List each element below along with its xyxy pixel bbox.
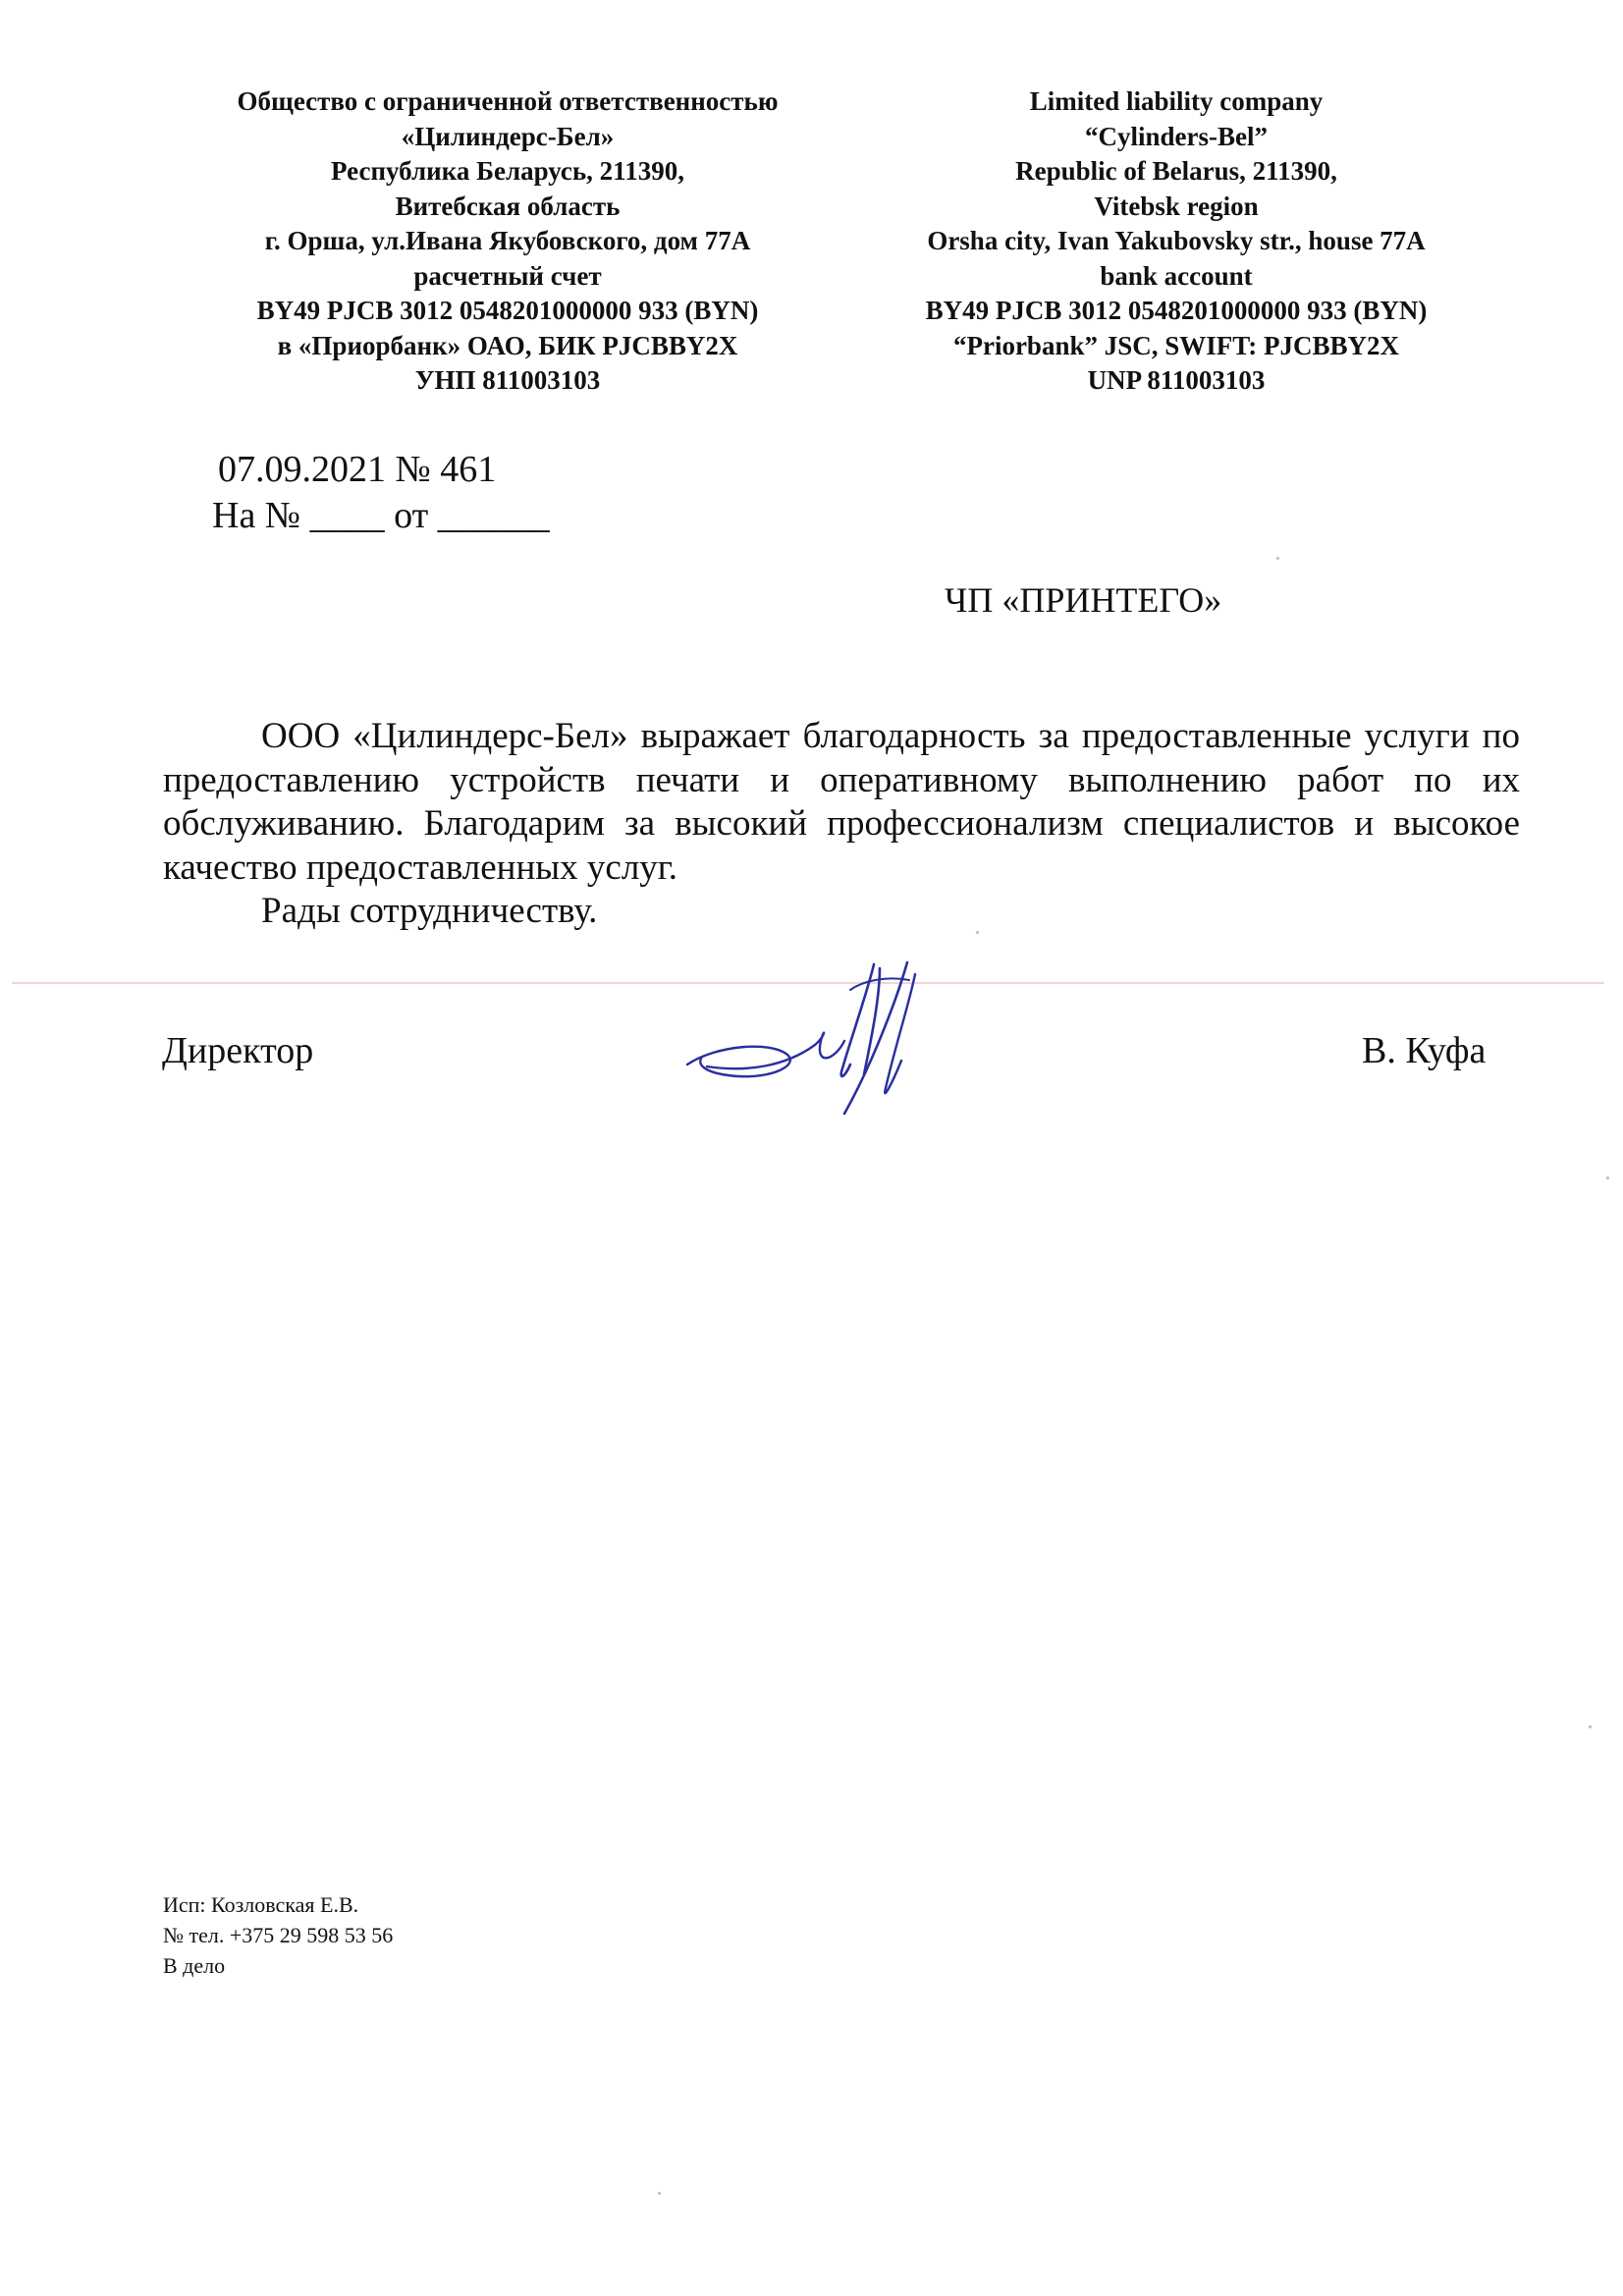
document-footer [163,1889,393,1981]
header-en-line: Republic of Belarus, 211390, [1015,156,1337,186]
header-ru-line: УНП 811003103 [414,365,601,395]
letter-body [163,715,1520,934]
recipient: ЧП «ПРИНТЕГО» [945,580,1222,620]
header-en-line: bank account [1100,260,1253,291]
header-ru-line: «Цилиндерс-Бел» [401,121,615,151]
scan-speck [976,931,979,934]
body-paragraph: Рады сотрудничеству. [261,891,598,931]
scan-speck [1589,1725,1592,1728]
header-ru-line: BY49 PJCB 3012 0548201000000 933 (BYN) [256,296,759,325]
header-ru-line: Витебская область [395,191,621,221]
header-en-line: “Cylinders-Bel” [1085,121,1268,151]
phone-line: № тел. +375 29 598 53 56 [163,1923,394,1947]
filing-note: В дело [163,1953,226,1978]
scan-speck [1276,557,1279,560]
header-ru-line: в «Приорбанк» ОАО, БИК PJCBBY2X [277,330,738,360]
header-en-line: Vitebsk region [1094,191,1259,221]
scan-speck [1606,1176,1609,1179]
body-paragraph: ООО «Цилиндерс-Бел» выражает благодарность за предоставленные услуги по предоставлению устройств печати и оперативному выполнению работ по их обслуживанию. Благодарим за высокий профессионализм специалистов и высокое качество предоставленных услуг. [163,716,1520,888]
scan-speck [658,2192,661,2195]
header-ru-line: Республика Беларусь, 211390, [331,156,684,186]
header-en-line: Limited liability company [1029,86,1324,116]
header-ru-line: г. Орша, ул.Ивана Якубовского, дом 77А [264,226,751,255]
header-en-line: Orsha city, Ivan Yakubovsky str., house 77A [927,226,1426,255]
letter-date-number: 07.09.2021 № 461 [218,449,497,490]
sender-header-english [823,84,1530,399]
sender-header-russian [154,84,861,399]
header-ru-line: расчетный счет [413,260,602,291]
executor-line: Исп: Козловская Е.В. [163,1892,359,1917]
header-en-line: UNP 811003103 [1087,365,1266,395]
signatory-title: Директор [162,1030,314,1071]
header-ru-line: Общество с ограниченной ответственностью [237,86,779,116]
signatory-name: В. Куфа [1362,1030,1487,1071]
reply-reference: На № ____ от ______ [212,495,550,536]
handwritten-signature [677,951,962,1118]
header-en-line: “Priorbank” JSC, SWIFT: PJCBBY2X [952,330,1400,360]
header-en-line: BY49 PJCB 3012 0548201000000 933 (BYN) [925,296,1428,325]
